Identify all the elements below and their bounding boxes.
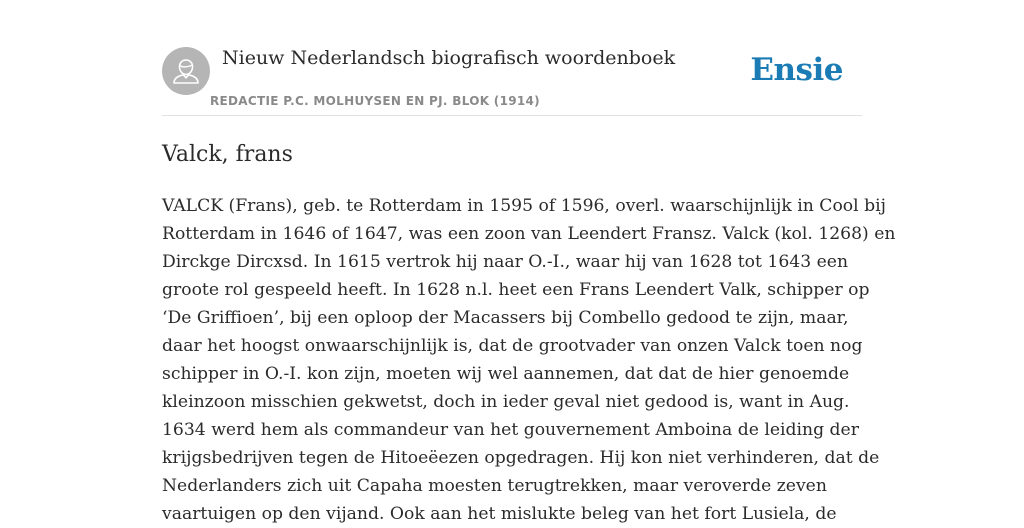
entry-text-line: 1634 werd hem als commandeur van het gouvernement Amboina de leiding der	[162, 420, 859, 440]
book-header	[162, 0, 862, 116]
entry-text-line: VALCK (Frans), geb. te Rotterdam in 1595 of 1596, overl. waarschijnlijk in Cool bij	[162, 196, 886, 216]
book-subtitle: REDACTIE P.C. MOLHUYSEN EN PJ. BLOK (1914)	[210, 94, 540, 108]
entry-text-line: vaartuigen op den vijand. Ook aan het mislukte beleg van het fort Lusiela, de	[162, 504, 837, 524]
user-avatar-icon[interactable]	[162, 47, 210, 95]
book-title[interactable]: Nieuw Nederlandsch biografisch woordenboek	[222, 47, 676, 69]
entry-text-line: schipper in O.-I. kon zijn, moeten wij wel aannemen, dat dat de hier genoemde	[162, 364, 850, 384]
entry-text-line: ‘De Griffioen’, bij een oploop der Macassers bij Combello gedood te zijn, maar,	[162, 308, 849, 328]
entry-text-line: Dirckge Dircxsd. In 1615 vertrok hij naar O.-I., waar hij van 1628 tot 1643 een	[162, 252, 849, 272]
entry-body	[162, 192, 896, 528]
ensie-logo[interactable]: Ensie	[750, 52, 843, 88]
entry-title: Valck, frans	[162, 142, 293, 167]
entry-text-line: Rotterdam in 1646 of 1647, was een zoon van Leendert Fransz. Valck (kol. 1268) en	[162, 224, 896, 244]
entry-text-line: groote rol gespeeld heeft. In 1628 n.l. heet een Frans Leendert Valk, schipper op	[162, 280, 870, 300]
entry-text-line: Nederlanders zich uit Capaha moesten terugtrekken, maar veroverde zeven	[162, 476, 827, 496]
entry-text-line: krijgsbedrijven tegen de Hitoeëezen opgedragen. Hij kon niet verhinderen, dat de	[162, 448, 880, 468]
entry-text-line: daar het hoogst onwaarschijnlijk is, dat de grootvader van onzen Valck toen nog	[162, 336, 863, 356]
entry-text-line: kleinzoon misschien gekwetst, doch in ieder geval niet gedood is, want in Aug.	[162, 392, 850, 412]
